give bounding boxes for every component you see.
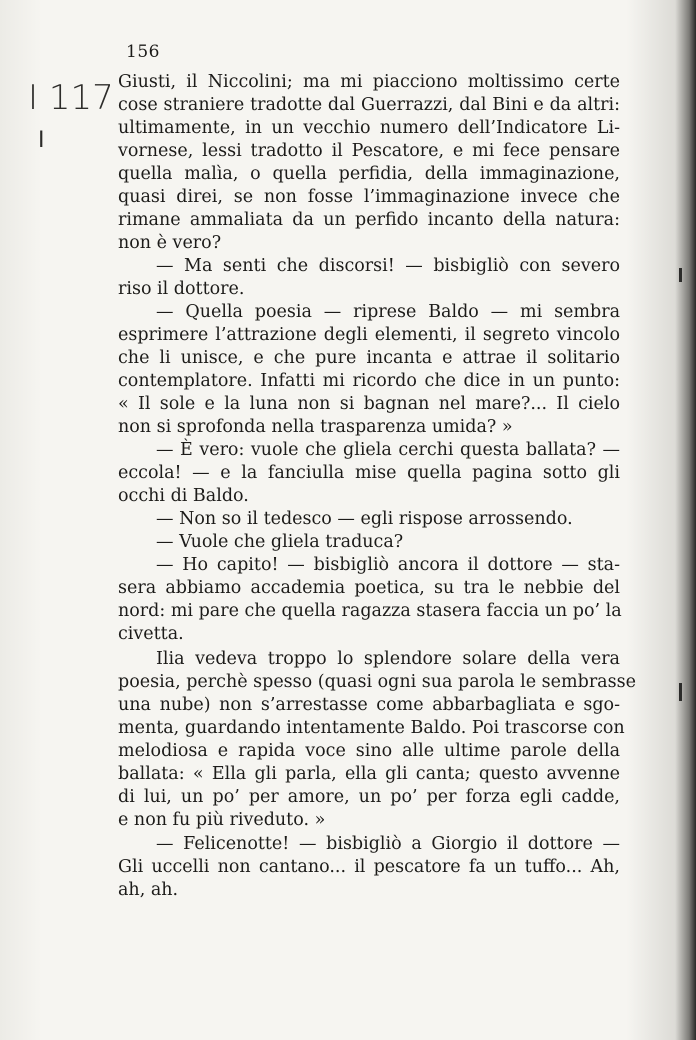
- text-line: — Non so il tedesco — egli rispose arrossendo.: [156, 509, 573, 529]
- text-line: Gli uccelli non cantano... il pescatore fa un tuffo... Ah,: [118, 857, 620, 877]
- text-line: di lui, un po’ per amore, un po’ per forza egli cadde,: [118, 787, 620, 807]
- handwritten-shelf-mark: I 117: [28, 78, 114, 118]
- text-line: — Vuole che gliela traduca?: [156, 532, 404, 552]
- text-line: quella malìa, o quella perfidia, della immaginazione,: [118, 164, 620, 184]
- text-line: eccola! — e la fanciulla mise quella pagina sotto gli: [118, 463, 620, 483]
- text-line: che li unisce, e che pure incanta e attrae il solitario: [118, 348, 620, 368]
- text-line: una nube) non s’arrestasse come abbarbagliata e sgo-: [118, 695, 620, 715]
- page-number: 156: [126, 42, 160, 62]
- text-line: ah, ah.: [118, 880, 179, 900]
- text-line: riso il dottore.: [118, 279, 245, 299]
- text-line: occhi di Baldo.: [118, 486, 249, 506]
- text-line: — Quella poesia — riprese Baldo — mi sembra: [156, 302, 620, 322]
- text-line: contemplatore. Infatti mi ricordo che dice in un punto:: [118, 371, 620, 391]
- text-line: melodiosa e rapida voce sino alle ultime parole della: [118, 741, 620, 761]
- handwritten-margin-mark: I: [38, 128, 45, 153]
- text-line: « Il sole e la luna non si bagnan nel mare?... Il cielo: [118, 394, 620, 414]
- text-line: vornese, lessi tradotto il Pescatore, e mi fece pensare: [118, 141, 620, 161]
- edge-speck: [679, 683, 682, 701]
- text-line: — Ma senti che discorsi! — bisbigliò con severo: [156, 256, 620, 276]
- text-line: — Ho capito! — bisbigliò ancora il dottore — sta-: [156, 555, 620, 575]
- text-line: sera abbiamo accademia poetica, su tra le nebbie del: [118, 578, 620, 598]
- text-line: quasi direi, se non fosse l’immaginazione invece che: [118, 187, 620, 207]
- text-line: e non fu più riveduto. »: [118, 810, 326, 830]
- text-line: nord: mi pare che quella ragazza stasera faccia un po’ la: [118, 601, 622, 621]
- text-line: non si sprofonda nella trasparenza umida? »: [118, 417, 513, 437]
- text-line: ultimamente, in un vecchio numero dell’Indicatore Li-: [118, 118, 620, 138]
- text-line: ballata: « Ella gli parla, ella gli canta; questo avvenne: [118, 764, 620, 784]
- text-line: rimane ammaliata da un perfido incanto della natura:: [118, 210, 620, 230]
- text-line: civetta.: [118, 624, 184, 644]
- text-line: menta, guardando intentamente Baldo. Poi trascorse con: [118, 718, 625, 738]
- text-line: — È vero: vuole che gliela cerchi questa ballata? —: [156, 440, 620, 460]
- text-line: cose straniere tradotte dal Guerrazzi, dal Bini e da altri:: [118, 95, 620, 115]
- text-line: Giusti, il Niccolini; ma mi piacciono moltissimo certe: [118, 72, 620, 92]
- edge-speck: [679, 268, 682, 282]
- text-line: poesia, perchè spesso (quasi ogni sua parola le sembrasse: [118, 672, 636, 692]
- text-line: Ilia vedeva troppo lo splendore solare della vera: [156, 649, 620, 669]
- text-line: — Felicenotte! — bisbigliò a Giorgio il dottore —: [156, 834, 620, 854]
- text-line: esprimere l’attrazione degli elementi, il segreto vincolo: [118, 325, 620, 345]
- text-line: non è vero?: [118, 233, 222, 253]
